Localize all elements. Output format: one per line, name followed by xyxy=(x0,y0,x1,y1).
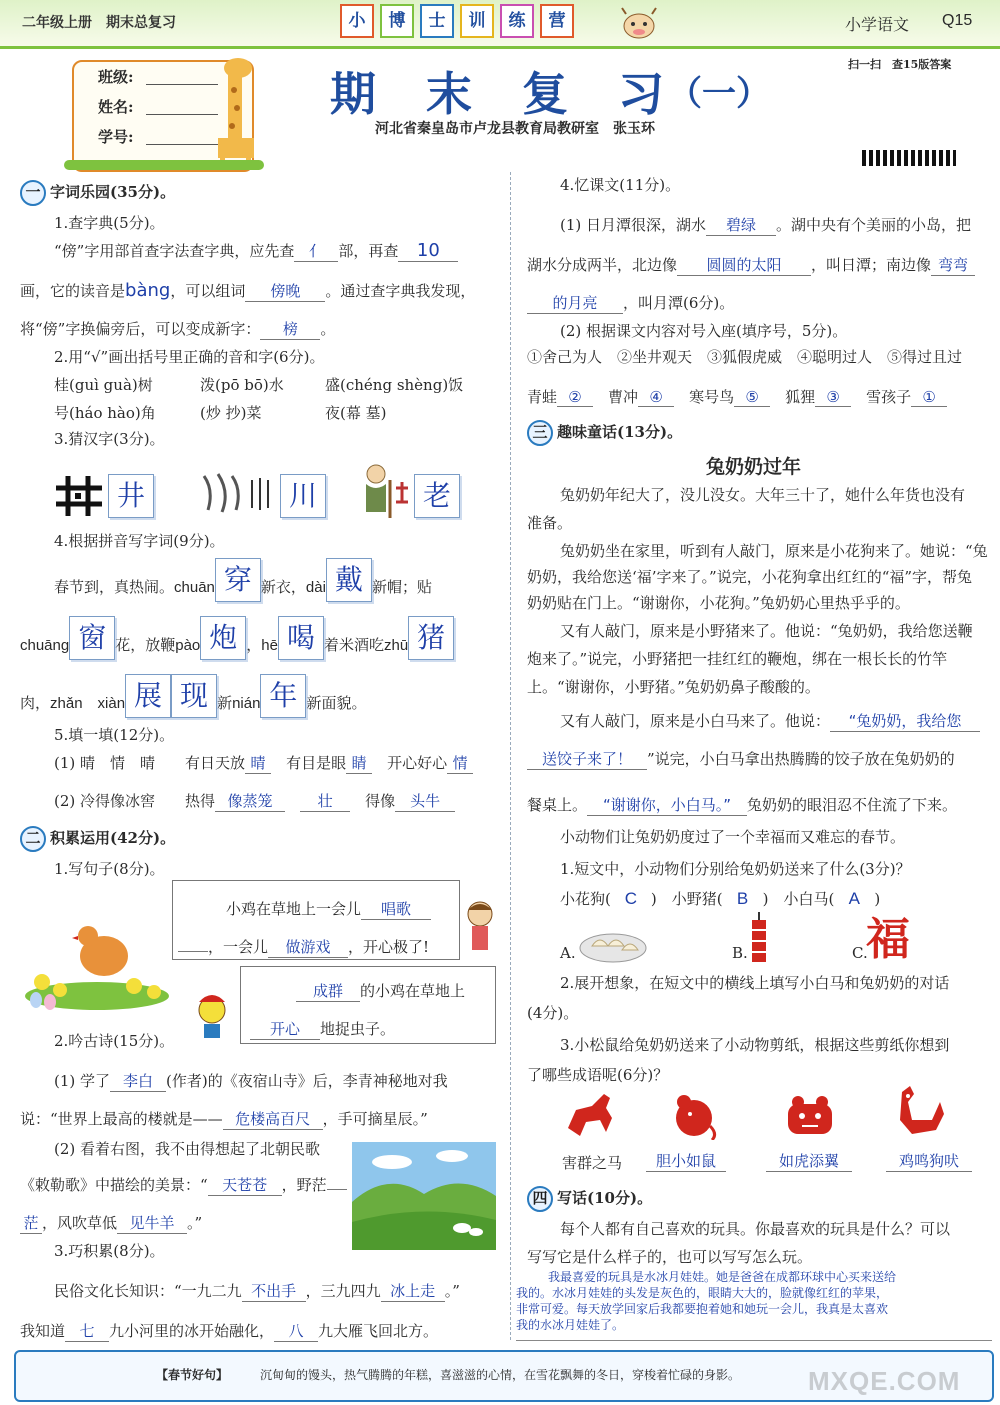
story-p3b: 炮来了。”说完，小野猪把一挂红红的鞭炮，绑在一根长长的竹竿 xyxy=(527,650,948,668)
id-label: 学号: xyxy=(98,128,134,146)
sentence-2a: 成群 的小鸡在草地上 xyxy=(296,980,465,1002)
answer-blank[interactable]: 圆圆的太阳 xyxy=(677,254,811,276)
writing-answer-line[interactable]: 我最喜爱的玩具是水冰月娃娃。她是爸爸在成都环球中心买来送给 xyxy=(548,1270,897,1284)
answer-blank[interactable]: A xyxy=(848,889,860,908)
q2-item[interactable]: 桂(guì guà)树 xyxy=(54,376,153,394)
chicks-illustration-icon xyxy=(22,916,172,1010)
writing-prompt-b: 写写它是什么样子的，也可以写写怎么玩。 xyxy=(527,1248,813,1266)
section-3-header xyxy=(527,420,682,446)
footer-text: 沉甸甸的馒头，热气腾腾的年糕，喜滋滋的心情，在雪花飘舞的冬日，穿梭着忙碌的身影。 xyxy=(260,1368,741,1382)
idiom-4 xyxy=(886,1150,972,1172)
answer-box[interactable]: 展 xyxy=(125,674,171,718)
answer-blank[interactable]: 送饺子来了！ xyxy=(527,748,647,770)
answer-blank[interactable]: bàng xyxy=(125,280,171,301)
logo-char: 练 xyxy=(500,4,534,38)
story-p2b: 奶奶，我给您送‘福’字来了。”说完，小花狗拿出红红的“福”字，帮兔 xyxy=(527,568,973,586)
section-badge: 四 xyxy=(527,1186,553,1212)
story-p4b: 送饺子来了！ ”说完，小白马拿出热腾腾的饺子放在兔奶奶的 xyxy=(527,748,955,770)
answer-blank[interactable]: C xyxy=(624,889,637,908)
answer-blank[interactable]: 冰上走 xyxy=(381,1280,445,1302)
answer-blank[interactable]: 情 xyxy=(447,752,473,774)
writing-answer-line[interactable]: 我的水冰月娃娃了。 xyxy=(516,1318,625,1332)
answer-blank[interactable]: 不出手 xyxy=(242,1280,306,1302)
writing-line xyxy=(516,1340,992,1341)
story-p2c: 奶奶贴在门上。“谢谢你，小花狗。”兔奶奶心里热乎乎的。 xyxy=(527,594,910,612)
s2-q1-title: 1.写句子(8分)。 xyxy=(54,860,165,878)
story-p3c: 上。“谢谢你，小野猪。”兔奶奶鼻子酸酸的。 xyxy=(527,678,820,696)
answer-blank[interactable]: 如虎添翼 xyxy=(766,1150,852,1172)
section-badge: 二 xyxy=(20,826,46,852)
q4-line-2: chuāng 窗 花，放鞭pào 炮 ，hē 喝 着米酒吃zhū 猪 xyxy=(20,614,454,664)
writing-answer-line[interactable]: 我的。水冰月娃娃的头发是灰色的，眼睛大大的，脸就像红红的苹果， xyxy=(516,1286,889,1300)
sentence-1a: 小鸡在草地上一会儿 唱歌 xyxy=(226,898,431,920)
poem-line-4: 《敕勒歌》中描绘的美景：“ 天苍苍 ，野茫 xyxy=(20,1174,347,1196)
header-logo xyxy=(340,4,574,38)
q3-title: 3.猜汉字(3分)。 xyxy=(54,430,165,448)
section-title: 字词乐园(35分)。 xyxy=(50,183,176,201)
girl-cartoon-icon xyxy=(460,898,500,958)
story-p1: 兔奶奶年纪大了，没儿没女。大年三十了，她什么年货也没有 xyxy=(560,486,966,504)
idiom-2 xyxy=(646,1150,726,1172)
answer-box[interactable]: 戴 xyxy=(326,558,372,602)
q1-line-c: 将“傍”字换偏旁后，可以变成新字： 榜 。 xyxy=(20,320,336,338)
story-q2: 2.展开想象，在短文中的横线上填写小白马和兔奶奶的对话 xyxy=(560,974,950,992)
q2-item[interactable]: 夜(幕 墓) xyxy=(325,404,387,422)
option-b-label: B. xyxy=(732,944,748,962)
q4-line-1: 春节到，真热闹。chuān 穿 新衣，dài 戴 新帽；贴 xyxy=(54,556,432,606)
answer-blank[interactable]: 弯弯 xyxy=(931,254,975,276)
answer-blank[interactable]: B xyxy=(736,889,749,908)
answer-blank[interactable]: 睛 xyxy=(346,752,372,774)
q2-item[interactable]: (炒 抄)菜 xyxy=(200,404,262,422)
story-p5: 小动物们让兔奶奶度过了一个幸福而又难忘的春节。 xyxy=(560,828,906,846)
column-divider xyxy=(510,172,511,1340)
answer-blank[interactable]: 傍晚 xyxy=(245,280,325,302)
story-q1: 1.短文中，小动物们分别给兔奶奶送来了什么(3分)？ xyxy=(560,860,911,878)
horse-papercut-icon xyxy=(562,1088,618,1140)
q4-title: 4.根据拼音写字词(9分)。 xyxy=(54,532,225,550)
grassland-picture xyxy=(352,1142,496,1250)
option-c-label: C. xyxy=(852,944,868,962)
page-title-part: （一） xyxy=(668,74,770,114)
answer-blank[interactable]: 头牛 xyxy=(395,790,455,812)
answer-blank[interactable]: 10 xyxy=(398,240,458,262)
tiger-papercut-icon xyxy=(782,1090,838,1140)
answer-blank[interactable]: ⑤ xyxy=(734,388,770,407)
footer-label: 【春节好句】 xyxy=(156,1368,229,1382)
story-p1b: 准备。 xyxy=(527,514,573,532)
answer-blank[interactable]: ④ xyxy=(638,388,674,407)
answer-box[interactable]: 老 xyxy=(414,474,460,518)
answer-box[interactable]: 猪 xyxy=(408,616,454,660)
writing-answer-line[interactable]: 非常可爱。每天放学回家后我都要抱着她和她玩一会儿，我真是太喜欢 xyxy=(516,1302,889,1316)
logo-char: 小 xyxy=(340,4,374,38)
s2-q2-title: 2.吟古诗(15分)。 xyxy=(54,1032,175,1050)
fu-character: 福 xyxy=(866,914,910,965)
answer-blank[interactable]: 七 xyxy=(65,1320,109,1342)
story-title: 兔奶奶过年 xyxy=(706,456,802,478)
answer-blank[interactable]: 茫 xyxy=(20,1212,42,1234)
lesson-2-options: ①舍己为人 ②坐井观天 ③狐假虎威 ④聪明过人 ⑤得过且过 xyxy=(527,348,963,366)
story-q1-answers: 小花狗( C ) 小野猪( B ) 小白马( A ) xyxy=(560,889,881,908)
s2-q3-title: 3.巧积累(8分)。 xyxy=(54,1242,165,1260)
story-q3: 3.小松鼠给兔奶奶送来了小动物剪纸，根据这些剪纸你想到 xyxy=(560,1036,950,1054)
q5-line-1: (1) 晴 情 晴 有日天放 晴 有目是眼 睛 开心好心 情 xyxy=(54,752,473,774)
sentence-2b: 开心 地捉虫子。 xyxy=(250,1018,395,1040)
idiom-1: 害群之马 xyxy=(562,1154,623,1172)
option-a-label: A. xyxy=(560,944,576,962)
story-p4c: 餐桌上。 “谢谢你，小白马。” 兔奶奶的眼泪忍不住流了下来。 xyxy=(527,796,958,814)
q1-line-b: 画，它的读音是bàng，可以组词 傍晚 。通过查字典我发现， xyxy=(20,280,476,301)
sentence-1b: ，一会儿 做游戏 ，开心极了! xyxy=(178,936,429,958)
watermark: MXQE.COM xyxy=(808,1366,961,1396)
answer-box[interactable]: 窗 xyxy=(69,616,115,660)
class-label: 班级: xyxy=(98,68,134,86)
boy-cartoon-icon xyxy=(190,990,234,1040)
idiom-3 xyxy=(766,1150,852,1172)
story-p4: 又有人敲门，原来是小白马来了。他说： “兔奶奶，我给您 xyxy=(560,710,980,732)
q5-title: 5.填一填(12分)。 xyxy=(54,726,175,744)
answer-blank[interactable]: 危楼高百尺 xyxy=(223,1108,323,1130)
logo-char: 士 xyxy=(420,4,454,38)
q2-item[interactable]: 号(háo hào)角 xyxy=(54,404,156,422)
rooster-papercut-icon xyxy=(892,1084,946,1140)
poem-line-5: 茫 ，风吹草低 见牛羊 。” xyxy=(20,1212,202,1234)
answer-blank[interactable]: 的月亮 xyxy=(527,292,623,314)
lesson-2-title: (2) 根据课文内容对号入座(填序号，5分)。 xyxy=(560,322,848,340)
answer-box[interactable]: 炮 xyxy=(200,616,246,660)
answer-box[interactable]: 现 xyxy=(171,674,217,718)
answer-box[interactable]: 喝 xyxy=(278,616,324,660)
section-badge: 三 xyxy=(527,420,553,446)
s2-q4-title: 4.忆课文(11分)。 xyxy=(560,176,681,194)
cow-mascot-icon xyxy=(618,4,660,40)
answer-box[interactable]: 年 xyxy=(260,674,306,718)
story-p2: 兔奶奶坐在家里，听到有人敲门，原来是小花狗来了。她说：“兔 xyxy=(560,542,988,560)
answer-blank[interactable]: 天苍苍 xyxy=(208,1174,282,1196)
answer-blank[interactable]: 成群 xyxy=(296,980,360,1002)
answer-blank[interactable]: 鸡鸣狗吠 xyxy=(886,1150,972,1172)
section-2-header xyxy=(20,826,175,852)
lesson-line-3: 的月亮 ，叫月潭(6分)。 xyxy=(527,292,734,314)
q2-title: 2.用“√”画出括号里正确的音和字(6分)。 xyxy=(54,348,325,366)
header-left-label: 二年级上册 期末总复习 xyxy=(22,15,176,31)
lesson-2-items: 青蛙 ② 曹冲 ④ 寒号鸟 ⑤ 狐狸 ③ 雪孩子 ① xyxy=(527,386,947,407)
grass-decoration xyxy=(64,160,264,170)
logo-char: 营 xyxy=(540,4,574,38)
story-q3b: 了哪些成语呢(6分)？ xyxy=(527,1066,669,1084)
poem-line-3: (2) 看着右图，我不由得想起了北朝民歌 xyxy=(54,1140,321,1158)
section-title: 积累运用(42分)。 xyxy=(50,829,176,847)
name-label: 姓名: xyxy=(98,98,134,116)
poem-line-1: (1) 学了 李白 (作者)的《夜宿山寺》后，李青神秘地对我 xyxy=(54,1072,448,1090)
qr-caption: 扫一扫 查15版答案 xyxy=(848,58,952,71)
answer-box[interactable]: 穿 xyxy=(215,558,261,602)
q4-line-3: 肉，zhǎn xiàn 展 现 新nián 年 新面貌。 xyxy=(20,672,366,722)
section-title: 写话(10分)。 xyxy=(557,1189,653,1207)
q5-line-2: (2) 冷得像冰窖 热得 像蒸笼 壮 得像 头牛 xyxy=(54,790,455,812)
q1-title: 1.查字典(5分)。 xyxy=(54,214,165,232)
answer-blank[interactable]: ① xyxy=(911,388,947,407)
firecracker-icon xyxy=(748,912,770,968)
answer-blank[interactable]: ③ xyxy=(815,388,851,407)
section-1-header xyxy=(20,180,175,206)
answer-blank[interactable]: 开心 xyxy=(250,1018,320,1040)
answer-blank[interactable]: 李白 xyxy=(110,1070,166,1092)
lesson-line-1: (1) 日月潭很深，湖水 碧绿 。湖中央有个美丽的小岛，把 xyxy=(560,216,972,234)
qr-code[interactable] xyxy=(862,150,956,166)
dumplings-icon xyxy=(578,924,648,964)
section-4-header xyxy=(527,1186,652,1212)
page-title: 期 末 复 习 xyxy=(330,67,666,121)
custom-line-1: 民俗文化长知识：“一九二九 不出手 ，三九四九 冰上走 。” xyxy=(54,1282,460,1300)
answer-blank[interactable]: 亻 xyxy=(294,240,338,262)
story-p3: 又有人敲门，原来是小野猪来了。他说：“兔奶奶，我给您送鞭 xyxy=(560,622,973,640)
answer-blank[interactable]: 唱歌 xyxy=(361,898,431,920)
logo-char: 训 xyxy=(460,4,494,38)
answer-blank[interactable]: 胆小如鼠 xyxy=(646,1150,726,1172)
header-page: Q15 xyxy=(942,12,973,29)
section-title: 趣味童话(13分)。 xyxy=(557,423,683,441)
section-badge: 一 xyxy=(20,180,46,206)
answer-blank[interactable]: 见牛羊 xyxy=(117,1212,187,1234)
custom-line-2: 我知道 七 九小河里的冰开始融化， 八 九大雁飞回北方。 xyxy=(20,1322,439,1340)
logo-char: 博 xyxy=(380,4,414,38)
answer-blank[interactable]: 八 xyxy=(274,1320,318,1342)
answer-blank[interactable]: 做游戏 xyxy=(268,936,348,958)
answer-blank[interactable]: 壮 xyxy=(300,790,350,812)
giraffe-icon xyxy=(208,50,266,170)
poem-line-2: 说：“世界上最高的楼就是—— 危楼高百尺 ，手可摘星辰。” xyxy=(20,1110,428,1128)
answer-blank[interactable]: “谢谢你，小白马。” xyxy=(587,794,747,816)
writing-prompt: 每个人都有自己喜欢的玩具。你最喜欢的玩具是什么？可以 xyxy=(560,1220,951,1238)
header-subject: 小学语文 xyxy=(845,17,910,34)
q2-item[interactable]: 泼(pō bō)水 xyxy=(200,376,284,394)
river-glyph-icon xyxy=(200,470,276,516)
old-man-icon xyxy=(356,462,410,520)
answer-blank[interactable]: “兔奶奶，我给您 xyxy=(830,710,980,732)
answer-blank[interactable]: ② xyxy=(557,388,593,407)
answer-blank[interactable]: 晴 xyxy=(245,752,271,774)
answer-box[interactable]: 井 xyxy=(108,474,154,518)
well-glyph-icon xyxy=(54,474,104,518)
q2-item[interactable]: 盛(chéng shèng)饭 xyxy=(325,376,464,394)
story-q2b: (4分)。 xyxy=(527,1004,579,1022)
answer-blank[interactable]: 像蒸笼 xyxy=(215,790,285,812)
q1-line-a: “傍”字用部首查字法查字典，应先查 亻 部，再查 10 xyxy=(54,240,458,262)
author-line: 河北省秦皇岛市卢龙县教育局教研室 张玉环 xyxy=(375,121,655,137)
answer-box[interactable]: 川 xyxy=(280,474,326,518)
mouse-papercut-icon xyxy=(668,1090,718,1140)
answer-blank[interactable]: 碧绿 xyxy=(706,214,776,236)
answer-blank[interactable]: 榜 xyxy=(260,318,320,340)
lesson-line-2: 湖水分成两半，北边像 圆圆的太阳 ，叫日潭；南边像 弯弯 xyxy=(527,254,975,276)
